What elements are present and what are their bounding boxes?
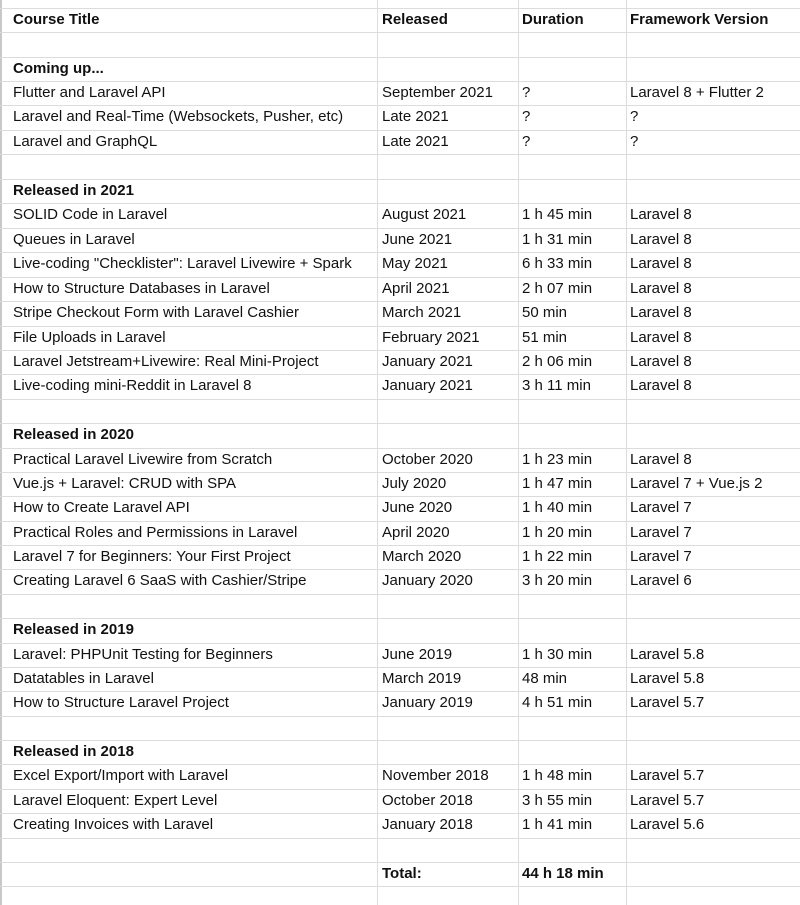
course-title-cell[interactable]: Excel Export/Import with Laravel xyxy=(13,767,229,784)
course-title-cell[interactable]: SOLID Code in Laravel xyxy=(13,206,168,223)
released-cell[interactable]: October 2020 xyxy=(382,451,473,468)
course-title-cell[interactable]: Live-coding "Checklister": Laravel Livewire + Spark xyxy=(13,255,352,272)
course-title-cell[interactable]: How to Create Laravel API xyxy=(13,499,190,516)
duration-cell[interactable]: 1 h 22 min xyxy=(522,548,593,565)
course-title-cell[interactable]: Laravel and Real-Time (Websockets, Pusher, etc) xyxy=(13,108,344,125)
course-title-cell[interactable]: Datatables in Laravel xyxy=(13,670,154,687)
header-row xyxy=(0,8,800,32)
released-cell[interactable]: March 2021 xyxy=(382,304,462,321)
framework-cell[interactable]: ? xyxy=(630,108,639,125)
framework-cell[interactable]: Laravel 5.8 xyxy=(630,670,705,687)
framework-cell[interactable]: Laravel 8 xyxy=(630,377,692,394)
table-row xyxy=(0,643,800,667)
framework-cell[interactable]: Laravel 8 xyxy=(630,451,692,468)
table-row xyxy=(0,252,800,276)
duration-cell[interactable]: 51 min xyxy=(522,329,568,346)
released-cell[interactable]: April 2020 xyxy=(382,524,450,541)
table-row xyxy=(0,569,800,593)
duration-cell[interactable]: 2 h 06 min xyxy=(522,353,593,370)
course-title-cell[interactable]: Queues in Laravel xyxy=(13,231,135,248)
framework-cell[interactable]: Laravel 7 xyxy=(630,524,692,541)
course-title-cell[interactable]: Practical Roles and Permissions in Laravel xyxy=(13,524,298,541)
grid-row-line xyxy=(0,886,800,887)
course-title-cell[interactable]: Creating Invoices with Laravel xyxy=(13,816,214,833)
total-label[interactable]: Total: xyxy=(382,865,422,882)
framework-cell[interactable]: Laravel 7 xyxy=(630,548,692,565)
course-title-cell[interactable]: How to Structure Laravel Project xyxy=(13,694,229,711)
released-cell[interactable]: May 2021 xyxy=(382,255,448,272)
released-cell[interactable]: October 2018 xyxy=(382,792,473,809)
released-cell[interactable]: November 2018 xyxy=(382,767,489,784)
framework-cell[interactable]: Laravel 5.7 xyxy=(630,792,705,809)
table-row xyxy=(0,472,800,496)
table-row xyxy=(0,326,800,350)
framework-cell[interactable]: Laravel 8 + Flutter 2 xyxy=(630,84,764,101)
table-row xyxy=(0,130,800,154)
framework-cell[interactable]: Laravel 5.8 xyxy=(630,646,705,663)
header-released[interactable]: Released xyxy=(382,11,448,28)
section-label[interactable]: Coming up... xyxy=(13,60,104,77)
section-label[interactable]: Released in 2020 xyxy=(13,426,134,443)
framework-cell[interactable]: Laravel 7 xyxy=(630,499,692,516)
grid-row-line xyxy=(0,154,800,155)
duration-cell[interactable]: 1 h 41 min xyxy=(522,816,593,833)
section-heading-2018 xyxy=(0,740,800,764)
framework-cell[interactable]: Laravel 8 xyxy=(630,329,692,346)
duration-cell[interactable]: 3 h 20 min xyxy=(522,572,593,589)
grid-row-line xyxy=(0,716,800,717)
duration-cell[interactable]: 1 h 23 min xyxy=(522,451,593,468)
total-row xyxy=(0,862,800,886)
course-title-cell[interactable]: Laravel: PHPUnit Testing for Beginners xyxy=(13,646,273,663)
released-cell[interactable]: April 2021 xyxy=(382,280,450,297)
course-title-cell[interactable]: Creating Laravel 6 SaaS with Cashier/Stripe xyxy=(13,572,307,589)
section-heading-coming-up xyxy=(0,57,800,81)
header-course-title[interactable]: Course Title xyxy=(13,11,100,28)
table-row xyxy=(0,203,800,227)
duration-cell[interactable]: 48 min xyxy=(522,670,568,687)
table-row xyxy=(0,277,800,301)
framework-cell[interactable]: Laravel 8 xyxy=(630,231,692,248)
released-cell[interactable]: March 2020 xyxy=(382,548,462,565)
released-cell[interactable]: June 2019 xyxy=(382,646,453,663)
table-row xyxy=(0,301,800,325)
released-cell[interactable]: March 2019 xyxy=(382,670,462,687)
total-duration[interactable]: 44 h 18 min xyxy=(522,865,604,882)
released-cell[interactable]: Late 2021 xyxy=(382,133,449,150)
table-row xyxy=(0,764,800,788)
released-cell[interactable]: January 2019 xyxy=(382,694,473,711)
duration-cell[interactable]: 50 min xyxy=(522,304,568,321)
framework-cell[interactable]: Laravel 8 xyxy=(630,255,692,272)
framework-cell[interactable]: Laravel 8 xyxy=(630,280,692,297)
duration-cell[interactable]: ? xyxy=(522,84,531,101)
section-heading-2020 xyxy=(0,423,800,447)
released-cell[interactable]: January 2018 xyxy=(382,816,473,833)
duration-cell[interactable]: 1 h 48 min xyxy=(522,767,593,784)
course-title-cell[interactable]: Live-coding mini-Reddit in Laravel 8 xyxy=(13,377,252,394)
grid-row-line xyxy=(0,594,800,595)
table-row xyxy=(0,496,800,520)
course-title-cell[interactable]: Practical Laravel Livewire from Scratch xyxy=(13,451,273,468)
grid-row-line xyxy=(0,32,800,33)
course-title-cell[interactable]: Laravel and GraphQL xyxy=(13,133,158,150)
duration-cell[interactable]: 1 h 40 min xyxy=(522,499,593,516)
table-row xyxy=(0,448,800,472)
duration-cell[interactable]: 2 h 07 min xyxy=(522,280,593,297)
released-cell[interactable]: Late 2021 xyxy=(382,108,449,125)
duration-cell[interactable]: ? xyxy=(522,133,531,150)
duration-cell[interactable]: 1 h 47 min xyxy=(522,475,593,492)
table-row xyxy=(0,691,800,715)
section-heading-2019 xyxy=(0,618,800,642)
framework-cell[interactable]: Laravel 7 + Vue.js 2 xyxy=(630,475,763,492)
table-row xyxy=(0,545,800,569)
duration-cell[interactable]: 1 h 31 min xyxy=(522,231,593,248)
released-cell[interactable]: January 2021 xyxy=(382,377,473,394)
duration-cell[interactable]: 6 h 33 min xyxy=(522,255,593,272)
table-row xyxy=(0,350,800,374)
duration-cell[interactable]: 1 h 30 min xyxy=(522,646,593,663)
framework-cell[interactable]: ? xyxy=(630,133,639,150)
section-label[interactable]: Released in 2018 xyxy=(13,743,134,760)
released-cell[interactable]: September 2021 xyxy=(382,84,493,101)
framework-cell[interactable]: Laravel 8 xyxy=(630,206,692,223)
framework-cell[interactable]: Laravel 6 xyxy=(630,572,692,589)
released-cell[interactable]: January 2020 xyxy=(382,572,473,589)
released-cell[interactable]: June 2021 xyxy=(382,231,453,248)
grid-row-line xyxy=(0,399,800,400)
section-label[interactable]: Released in 2021 xyxy=(13,182,134,199)
table-row xyxy=(0,789,800,813)
course-title-cell[interactable]: How to Structure Databases in Laravel xyxy=(13,280,270,297)
table-row xyxy=(0,374,800,398)
course-title-cell[interactable]: Vue.js + Laravel: CRUD with SPA xyxy=(13,475,237,492)
duration-cell[interactable]: 3 h 11 min xyxy=(522,377,591,394)
grid-row-line xyxy=(0,838,800,839)
framework-cell[interactable]: Laravel 5.6 xyxy=(630,816,705,833)
table-row xyxy=(0,813,800,837)
section-heading-2021 xyxy=(0,179,800,203)
course-title-cell[interactable]: Laravel Eloquent: Expert Level xyxy=(13,792,218,809)
released-cell[interactable]: February 2021 xyxy=(382,329,480,346)
duration-cell[interactable]: 3 h 55 min xyxy=(522,792,593,809)
duration-cell[interactable]: ? xyxy=(522,108,531,125)
section-label[interactable]: Released in 2019 xyxy=(13,621,134,638)
released-cell[interactable]: July 2020 xyxy=(382,475,447,492)
framework-cell[interactable]: Laravel 8 xyxy=(630,353,692,370)
duration-cell[interactable]: 1 h 20 min xyxy=(522,524,593,541)
course-title-cell[interactable]: File Uploads in Laravel xyxy=(13,329,166,346)
header-framework-version[interactable]: Framework Version xyxy=(630,11,769,28)
course-title-cell[interactable]: Flutter and Laravel API xyxy=(13,84,166,101)
released-cell[interactable]: June 2020 xyxy=(382,499,453,516)
table-row xyxy=(0,81,800,105)
course-title-cell[interactable]: Laravel 7 for Beginners: Your First Project xyxy=(13,548,291,565)
header-duration[interactable]: Duration xyxy=(522,11,584,28)
course-title-cell[interactable]: Stripe Checkout Form with Laravel Cashier xyxy=(13,304,299,321)
table-row xyxy=(0,521,800,545)
table-row xyxy=(0,105,800,129)
duration-cell[interactable]: 4 h 51 min xyxy=(522,694,593,711)
framework-cell[interactable]: Laravel 5.7 xyxy=(630,694,705,711)
table-row xyxy=(0,667,800,691)
table-row xyxy=(0,228,800,252)
framework-cell[interactable]: Laravel 5.7 xyxy=(630,767,705,784)
released-cell[interactable]: August 2021 xyxy=(382,206,467,223)
duration-cell[interactable]: 1 h 45 min xyxy=(522,206,593,223)
framework-cell[interactable]: Laravel 8 xyxy=(630,304,692,321)
released-cell[interactable]: January 2021 xyxy=(382,353,473,370)
course-title-cell[interactable]: Laravel Jetstream+Livewire: Real Mini-Project xyxy=(13,353,319,370)
